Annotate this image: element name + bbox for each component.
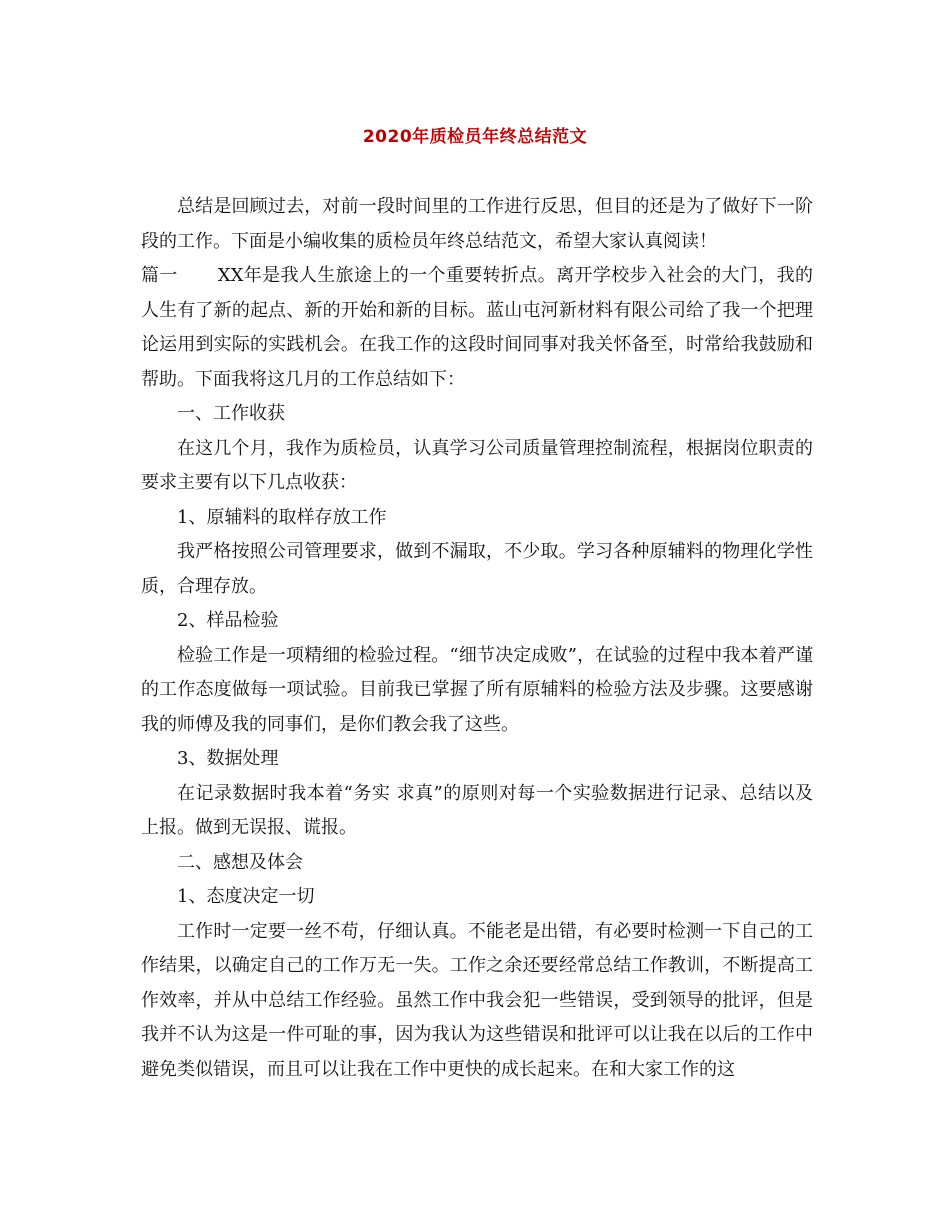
- document-body: [141, 190, 813, 1087]
- paragraph-inspection: 检验工作是一项精细的检验过程。“细节决定成败”，在试验的过程中我本着严谨的工作态度做每一项试验。目前我已掌握了所有原辅料的检验方法及步骤。这要感谢我的师傅及我的同事们，是你们教会我了这些。: [141, 644, 813, 735]
- chapter-label: 篇一: [141, 265, 178, 286]
- paragraph-sampling: 我严格按照公司管理要求，做到不漏取，不少取。学习各种原辅料的物理化学性质，合理存放。: [141, 541, 813, 597]
- paragraph-gains: 在这几个月，我作为质检员，认真学习公司质量管理控制流程，根据岗位职责的要求主要有以下几点收获：: [141, 437, 813, 493]
- heading-reflections: 二、感想及体会: [177, 851, 303, 873]
- chapter-one-text: XX年是我人生旅途上的一个重要转折点。离开学校步入社会的大门，我的人生有了新的起点、新的开始和新的目标。蓝山屯河新材料有限公司给了我一个把理论运用到实际的实践机会。在我工作的这段时间同事对我关怀备至，时常给我鼓励和帮助。下面我将这几月的工作总结如下：: [141, 265, 813, 390]
- document-title: 2020年质检员年终总结范文: [362, 127, 588, 147]
- heading-sampling: 1、原辅料的取样存放工作: [177, 506, 387, 528]
- paragraph-attitude: 工作时一定要一丝不苟，仔细认真。不能老是出错，有必要时检测一下自己的工作结果，以确定自己的工作万无一失。工作之余还要经常总结工作教训，不断提高工作效率，并从中总结工作经验。虽然工作中我会犯一些错误，受到领导的批评，但是我并不认为这是一件可耻的事，因为我认为这些错误和批评可以让我在以后的工作中避免类似错误，而且可以让我在工作中更快的成长起来。在和大家工作的这: [141, 920, 813, 1080]
- heading-attitude: 1、态度决定一切: [177, 886, 315, 907]
- paragraph-data: 在记录数据时我本着“务实 求真”的原则对每一个实验数据进行记录、总结以及上报。做到无误报、谎报。: [141, 782, 813, 838]
- paragraph-intro: 总结是回顾过去，对前一段时间里的工作进行反思，但目的还是为了做好下一阶段的工作。下面是小编收集的质检员年终总结范文，希望大家认真阅读！: [141, 196, 813, 252]
- heading-data-processing: 3、数据处理: [177, 748, 279, 769]
- heading-sample-inspection: 2、样品检验: [177, 610, 279, 631]
- paragraph-chapter-one: [141, 259, 813, 397]
- heading-work-gains: 一、工作收获: [177, 403, 285, 424]
